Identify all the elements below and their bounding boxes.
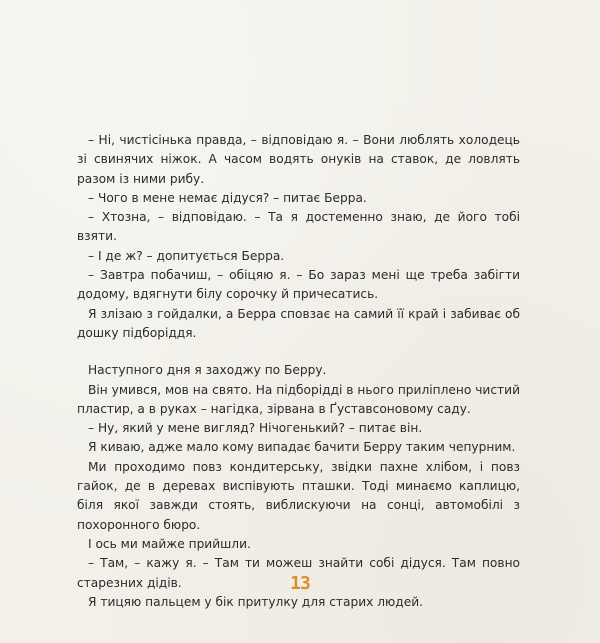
- paragraph: – Ні, чистісінька правда, – відповідаю я. – Вони люблять холодець зі свинячих ніжок. А часом водять онуків на ставок, де ловлять разом із ними рибу.: [77, 133, 520, 186]
- paragraph: – І де ж? – допитується Берра.: [88, 248, 285, 263]
- page-number: 13: [290, 573, 310, 594]
- section-break: [77, 343, 520, 361]
- paragraph: – Там, – кажу я. – Там ти можеш знайти собі дідуся. Там повно старезних дідів.: [77, 556, 520, 590]
- paragraph: Ми проходимо повз кондитерську, звідки пахне хлібом, і повз гайок, де в деревах виспівують пташки. Тоді минаємо каплицю, біля якої завжди стоять, виблискуючи на сонці, автомобілі з похоронного бюро.: [77, 459, 520, 532]
- paragraph: І ось ми майже прийшли.: [88, 536, 251, 551]
- paragraph: Я злізаю з гойдалки, а Берра сповзає на самий її край і забиває об дошку підборіддя.: [77, 306, 520, 340]
- paragraph: – Хтозна, – відповідаю. – Та я достеменно знаю, де його тобі взяти.: [77, 210, 520, 244]
- paragraph: Я киваю, адже мало кому випадає бачити Берру таким чепурним.: [88, 440, 516, 455]
- paragraph: – Ну, який у мене вигляд? Нічогенький? – питає він.: [88, 421, 423, 436]
- paragraph: – Завтра побачиш, – обіцяю я. – Бо зараз мені ще треба забігти додому, вдягнути білу сорочку й причесатись.: [77, 268, 520, 302]
- paragraph: Наступного дня я заходжу по Берру.: [88, 363, 327, 378]
- body-text: [77, 131, 520, 612]
- paragraph: Я тицяю пальцем у бік притулку для старих людей.: [88, 594, 423, 609]
- paragraph: – Чого в мене немає дідуся? – питає Берра.: [88, 190, 367, 205]
- paragraph: Він умився, мов на свято. На підборідді в нього приліплено чистий пластир, а в руках – нагідка, зірвана в Ґуставсоновому саду.: [77, 382, 520, 416]
